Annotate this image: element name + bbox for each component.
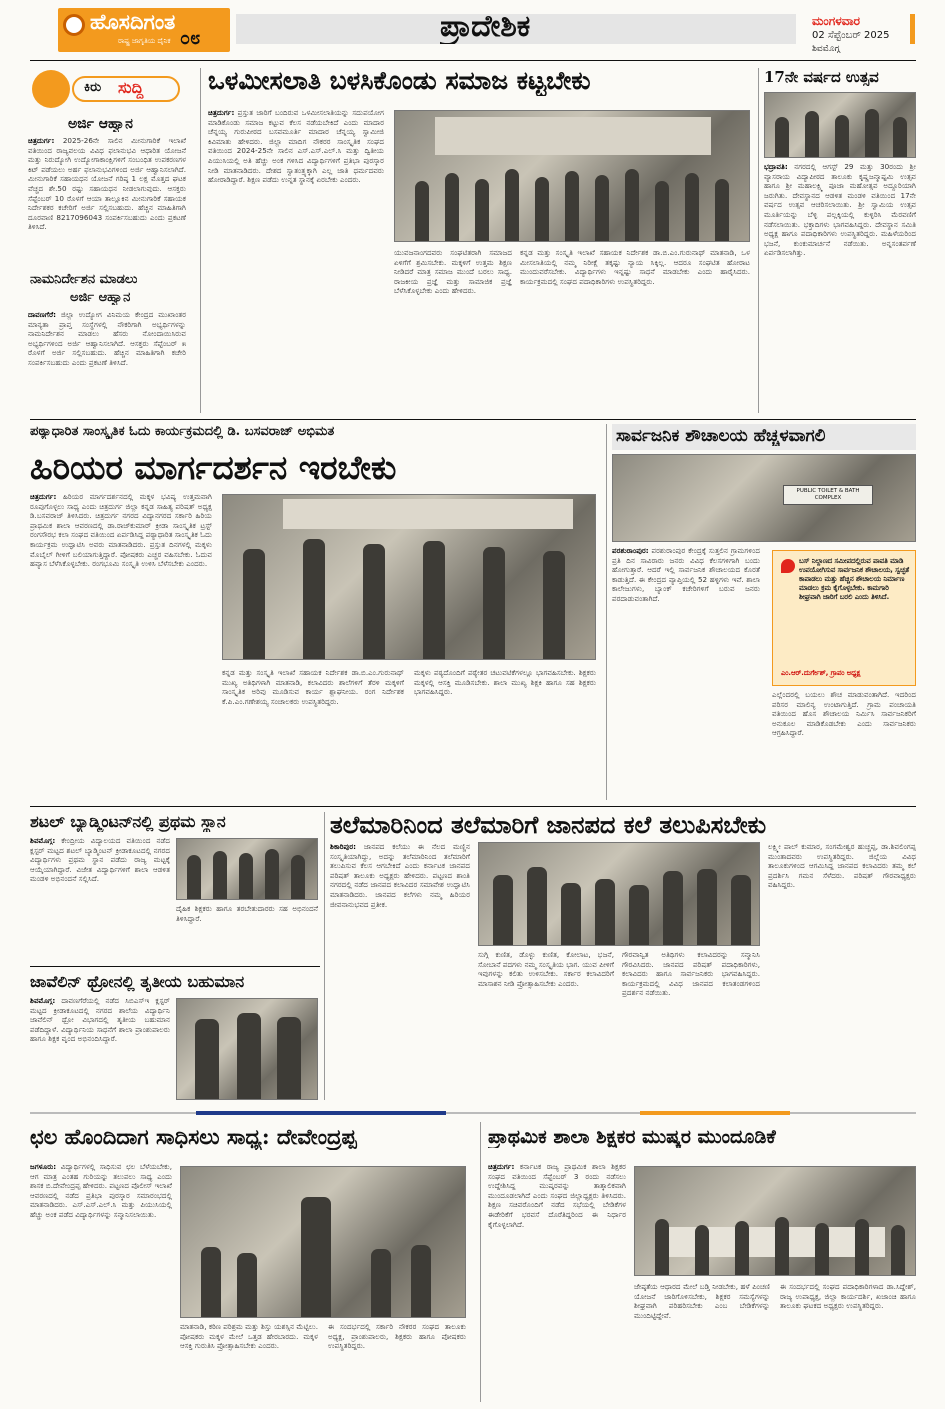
story9-col3 <box>780 1282 916 1402</box>
page-number: ೦೮ <box>180 28 201 49</box>
story3-col1-text: ಹಿರಿಯರ ಮಾರ್ಗದರ್ಶನದಲ್ಲಿ ಮಕ್ಕಳ ಭವಿಷ್ಯ ಉತ್ತಮವಾಗಿ ರೂಪುಗೊಳ್ಳಲು ಸಾಧ್ಯ ಎಂದು ಚಿತ್ರದುರ್ಗ ಜಿಲ್ಲಾ ಕನ್ನಡ ಸಾಹಿತ್ಯ ಪರಿಷತ್ ಅಧ್ಯಕ್ಷ ಡಿ.ಬಸವರಾಜ್ ತಿಳಿಸಿದರು. ಚಿತ್ರದುರ್ಗ ನಗರದ ವಿದ್ಯಾನಗರದ ಸರ್ಕಾರಿ ಹಿರಿಯ ಪ್ರಾಥಮಿಕ ಶಾಲಾ ಆವರಣದಲ್ಲಿ ಡಾ.ರಾಜ್‍ಕುಮಾರ್ ಕ್ರೀಡಾ ಸಾಂಸ್ಕೃತಿಕ ಟ್ರಸ್ಟ್ ರಂಗಸೌರಭ ಕಲಾ ಸಂಘದ ವತಿಯಿಂದ ಏರ್ಪಡಿಸಿದ್ದ ಪಠ್ಯಾಧಾರಿತ ಸಾಂಸ್ಕೃತಿಕ ಓದು ಕಾರ್ಯಕ್ರಮ ಉದ್ಘಾಟಿಸಿ ಅವರು ಮಾತನಾಡಿದರು. ಪ್ರಸ್ತುತ ದಿನಗಳಲ್ಲಿ ಮಕ್ಕಳು ಮೊಬೈಲ್ ಗೀಳಿಗೆ ಬಲಿಯಾಗುತ್ತಿದ್ದಾರೆ. ಪೋಷಕರು ಎಚ್ಚರ ವಹಿಸಬೇಕು. ಓದುವ ಹವ್ಯಾಸ ಬೆಳೆಸಿಕೊಳ್ಳಬೇಕು. ರಂಗಭೂಮಿ ಸಂಸ್ಕೃತಿ ಉಳಿಸಿ ಬೆಳೆಸಬೇಕು ಎಂದರು. <box>30 492 212 569</box>
rule-row1 <box>30 419 916 420</box>
story9-col2-text: ಜೇಷ್ಠತೆಯ ಆಧಾರದ ಮೇಲೆ ಬಡ್ತಿ ನೀಡಬೇಕು, ಹಳೆ ಪಿಂಚಣಿ ಯೋಜನೆ ಜಾರಿಗೊಳಿಸಬೇಕು, ಶಿಕ್ಷಕರ ಸಮಸ್ಯೆಗಳನ್ನು ಶೀಘ್ರವಾಗಿ ಪರಿಹರಿಸಬೇಕು ಎಂಬ ಬೇಡಿಕೆಗಳನ್ನು ಮುಂದಿಟ್ಟಿದ್ದೇವೆ. <box>634 1282 770 1320</box>
divider-strip-orange <box>640 1111 790 1115</box>
story9-headline: ಪ್ರಾಥಮಿಕ ಶಾಲಾ ಶಿಕ್ಷಕರ ಮುಷ್ಕರ ಮುಂದೂಡಿಕೆ <box>488 1126 776 1148</box>
story7-col4 <box>768 842 916 1100</box>
brief1-place: ಚಿತ್ರದುರ್ಗ: <box>28 136 55 145</box>
story7-col2-text: ಸುಗ್ಗಿ ಕುಣಿತ, ಡೊಳ್ಳು ಕುಣಿತ, ಕೋಲಾಟ, ಭಜನೆ, ಸೋಬಾನೆ ಪದಗಳು ನಮ್ಮ ಸಂಸ್ಕೃತಿಯ ಭಾಗ. ಯುವ ಪೀಳಿಗೆ ಇವುಗಳನ್ನು ಕಲಿತು ಉಳಿಸಬೇಕು. ಸರ್ಕಾರ ಕಲಾವಿದರಿಗೆ ಮಾಸಾಶನ ನೀಡಿ ಪ್ರೋತ್ಸಾಹಿಸಬೇಕು ಎಂದರು. <box>478 950 614 988</box>
story9-photo <box>634 1166 916 1276</box>
story9-col1-text: ಕರ್ನಾಟಕ ರಾಜ್ಯ ಪ್ರಾಥಮಿಕ ಶಾಲಾ ಶಿಕ್ಷಕರ ಸಂಘದ ವತಿಯಿಂದ ಸೆಪ್ಟೆಂಬರ್ 3 ರಂದು ನಡೆಸಲು ಉದ್ದೇಶಿಸಿದ್ದ ಮುಷ್ಕರವನ್ನು ತಾತ್ಕಾಲಿಕವಾಗಿ ಮುಂದೂಡಲಾಗಿದೆ ಎಂದು ಸಂಘದ ಜಿಲ್ಲಾಧ್ಯಕ್ಷರು ತಿಳಿಸಿದರು. ಶಿಕ್ಷಣ ಸಚಿವರೊಂದಿಗೆ ನಡೆದ ಸಭೆಯಲ್ಲಿ ಬೇಡಿಕೆಗಳ ಈಡೇರಿಕೆಗೆ ಭರವಸೆ ದೊರೆತಿದ್ದರಿಂದ ಈ ನಿರ್ಧಾರ ಕೈಗೊಳ್ಳಲಾಗಿದೆ. <box>488 1162 626 1229</box>
story8-col3-text: ಈ ಸಂದರ್ಭದಲ್ಲಿ ಸರ್ಕಾರಿ ನೌಕರರ ಸಂಘದ ತಾಲೂಕು ಅಧ್ಯಕ್ಷ, ಪ್ರಾಂಶುಪಾಲರು, ಶಿಕ್ಷಕರು ಹಾಗೂ ಪೋಷಕರು ಉಪಸ್ಥಿತರಿದ್ದರು. <box>328 1322 466 1351</box>
story3-photo <box>222 494 596 660</box>
story3-col3-text: ಮಕ್ಕಳು ಪಠ್ಯದೊಂದಿಗೆ ಪಠ್ಯೇತರ ಚಟುವಟಿಕೆಗಳಲ್ಲೂ ಭಾಗವಹಿಸಬೇಕು. ಶಿಕ್ಷಕರು ಮಕ್ಕಳಲ್ಲಿ ಆಸಕ್ತಿ ಮೂಡಿಸಬೇಕು. ಶಾಲಾ ಮುಖ್ಯ ಶಿಕ್ಷಕಿ ಹಾಗೂ ಸಹ ಶಿಕ್ಷಕರು ಭಾಗವಹಿಸಿದ್ದರು. <box>414 668 596 697</box>
logo-emblem-icon <box>63 14 85 36</box>
story4-col3 <box>772 690 916 800</box>
date-day: ಮಂಗಳವಾರ <box>812 14 861 28</box>
story7-photo <box>478 842 760 946</box>
story2-body <box>764 162 916 412</box>
rule-row2 <box>30 806 916 807</box>
story8-col2-text: ಮಾತನಾಡಿ, ಕಠಿಣ ಪರಿಶ್ರಮ ಮತ್ತು ಶಿಸ್ತು ಯಶಸ್ಸಿನ ಮೆಟ್ಟಿಲು. ಪೋಷಕರು ಮಕ್ಕಳ ಮೇಲೆ ಒತ್ತಡ ಹೇರಬಾರದು. ಮಕ್ಕಳ ಆಸಕ್ತಿ ಗುರುತಿಸಿ ಪ್ರೋತ್ಸಾಹಿಸಬೇಕು ಎಂದರು. <box>180 1322 318 1351</box>
story8-place: ಜಗಳೂರು: <box>30 1162 57 1171</box>
story1-col1-text: ಪ್ರಸ್ತುತ ಜಾರಿಗೆ ಬಂದಿರುವ ಒಳಮೀಸಲಾತಿಯನ್ನು ಸದುಪಯೋಗ ಮಾಡಿಕೊಂಡು ಸಮಾಜ ಕಟ್ಟುವ ಕೆಲಸ ನಡೆಯಬೇಕಿದೆ ಎಂದು ಮಾದಾರ ಚೆನ್ನಯ್ಯ ಗುರುಪೀಠದ ಬಸವಮೂರ್ತಿ ಮಾದಾರ ಚೆನ್ನಯ್ಯ ಸ್ವಾಮೀಜಿ ಕಿವಿಮಾತು ಹೇಳಿದರು. ಜಿಲ್ಲಾ ಮಾದಿಗ ನೌಕರರ ಸಾಂಸ್ಕೃತಿಕ ಸಂಘದ ವತಿಯಿಂದ 2024-25ನೇ ಸಾಲಿನ ಎಸ್.ಎಸ್.ಎಲ್.ಸಿ ಮತ್ತು ದ್ವಿತೀಯ ಪಿಯುಸಿಯಲ್ಲಿ ಅತಿ ಹೆಚ್ಚು ಅಂಕ ಗಳಿಸಿದ ವಿದ್ಯಾರ್ಥಿಗಳಿಗೆ ಪ್ರತಿಭಾ ಪುರಸ್ಕಾರ ನೀಡಿ ಮಾತನಾಡಿದರು. ದೇಶದ ಸ್ವಾತಂತ್ರ್ಯಕ್ಕಾಗಿ ಎಲ್ಲ ಜಾತಿ ಧರ್ಮದವರು ಹೋರಾಡಿದ್ದಾರೆ. ಶಿಕ್ಷಣ ಪಡೆದು ಉನ್ನತ ಸ್ಥಾನಕ್ಕೆ ಏರಬೇಕು ಎಂದರು. <box>208 108 384 185</box>
story3-col3 <box>414 668 596 800</box>
story2-place: ಭದ್ರಾವತಿ: <box>764 162 788 171</box>
story8-photo <box>180 1166 466 1318</box>
kiru-suddi-column <box>28 68 192 413</box>
story4-quote-box <box>772 550 916 686</box>
story4-quote: ಬಸ್ ನಿಲ್ದಾಣದ ಸಮೀಪದಲ್ಲಿರುವ ಪಾವತಿ ಮಾಡಿ ಉಪಯೋಗಿಸುವ ಸಾರ್ವಜನಿಕ ಶೌಚಾಲಯ, ಸ್ವಚ್ಛತೆ ಕಾಪಾಡಲು ಮತ್ತು ಹೆಚ್ಚಿನ ಶೌಚಾಲಯ ನಿರ್ಮಾಣ ಮಾಡಲು ಕ್ರಮ ಕೈಗೊಳ್ಳಬೇಕು. ಕಾಮಗಾರಿ ಶೀಘ್ರವಾಗಿ ಜಾರಿಗೆ ಬರಲಿ ಎಂದು ತಿಳಿಸಿದೆ. <box>799 557 910 601</box>
story8-col3 <box>328 1322 466 1402</box>
story3-headline: ಹಿರಿಯರ ಮಾರ್ಗದರ್ಶನ ಇರಬೇಕು <box>30 448 397 487</box>
suddi-label: ಸುದ್ದಿ <box>118 78 144 97</box>
story7-col1 <box>330 842 470 1100</box>
story1-photo <box>394 110 750 242</box>
brief2-place: ದಾವಣಗೆರೆ: <box>28 310 57 319</box>
brief2-title-line1: ನಾಮನಿರ್ದೇಶನ ಮಾಡಲು <box>30 272 138 287</box>
brief2-body <box>28 310 186 406</box>
story8-col1 <box>30 1162 172 1402</box>
story4-col3-text: ಎಲ್ಲೆಂದರಲ್ಲಿ ಬಯಲು ಶೌಚ ಮಾಡುವಂತಾಗಿದೆ. ಇದರಿಂದ ಪರಿಸರ ಮಾಲಿನ್ಯ ಉಂಟಾಗುತ್ತಿದೆ. ಗ್ರಾಮ ಪಂಚಾಯತಿ ವತಿಯಿಂದ ಹೊಸ ಶೌಚಾಲಯ ನಿರ್ಮಿಸಿ ಸಾರ್ವಜನಿಕರಿಗೆ ಅನುಕೂಲ ಮಾಡಿಕೊಡಬೇಕು ಎಂದು ಸಾರ್ವಜನಿಕರು ಆಗ್ರಹಿಸಿದ್ದಾರೆ. <box>772 690 916 738</box>
story9-col1 <box>488 1162 626 1402</box>
quote-icon <box>781 559 795 573</box>
divider-strip-blue <box>196 1111 446 1115</box>
story4-place: ಪರಶುರಾಂಪುರ: <box>612 546 649 555</box>
date-full: 02 ಸೆಪ್ಟೆಂಬರ್ 2025 <box>812 30 890 41</box>
story7-headline: ತಲೆಮಾರಿನಿಂದ ತಲೆಮಾರಿಗೆ ಜಾನಪದ ಕಲೆ ತಲುಪಿಸಬೇಕು <box>330 810 767 839</box>
masthead <box>0 0 945 56</box>
divider-v5 <box>480 1122 481 1402</box>
edition: ಶಿವಮೊಗ್ಗ <box>812 44 840 54</box>
story4-quote-author: ಎಂ.ಆರ್.ದುರ್ಗೇಶ್, ಗ್ರಾಪಂ ಅಧ್ಯಕ್ಷ <box>781 669 861 677</box>
story4-col1-text: ಪರಶುರಾಂಪುರ ಕೇಂದ್ರಕ್ಕೆ ಸುತ್ತಲಿನ ಗ್ರಾಮಗಳಿಂದ ಪ್ರತಿ ದಿನ ಸಾವಿರಾರು ಜನರು ವಿವಿಧ ಕೆಲಸಗಳಿಗಾಗಿ ಬಂದು ಹೋಗುತ್ತಾರೆ. ಆದರೆ ಇಲ್ಲಿ ಸಾರ್ವಜನಿಕ ಶೌಚಾಲಯದ ಕೊರತೆ ಕಾಡುತ್ತಿದೆ. ಈ ಕೇಂದ್ರದ ವ್ಯಾಪ್ತಿಯಲ್ಲಿ 52 ಹಳ್ಳಿಗಳು ಇವೆ. ಶಾಲಾ ಕಾಲೇಜುಗಳು, ಬ್ಯಾಂಕ್ ಕಚೇರಿಗಳಿಗೆ ಬರುವ ಜನರು ಪರದಾಡುವಂತಾಗಿದೆ. <box>612 546 760 603</box>
story3-kicker: ಪಠ್ಯಾಧಾರಿತ ಸಾಂಸ್ಕೃತಿಕ ಓದು ಕಾರ್ಯಕ್ರಮದಲ್ಲಿ ಡಿ. ಬಸವರಾಜ್ ಅಭಿಮತ <box>30 424 335 439</box>
story6-headline: ಜಾವೆಲಿನ್ ಥ್ರೋನಲ್ಲಿ ತೃತೀಯ ಬಹುಮಾನ <box>30 972 245 991</box>
story5-place: ಶಿವಮೊಗ್ಗ: <box>30 836 56 845</box>
toilet-sign <box>783 485 873 505</box>
story6-photo <box>176 998 318 1100</box>
story2-text: ನಗರದಲ್ಲಿ ಆಗಸ್ಟ್ 29 ಮತ್ತು 30ರಂದು ಶ್ರೀ ವ್ಯಾಸರಾಯ ವಿದ್ಯಾಪೀಠದ ತಾಲೂಕು ಕೃಷ್ಣಜನ್ಮಾಷ್ಟಮಿ ಉತ್ಸವ ಹಾಗೂ ಶ್ರೀ ಮಹಾಲಕ್ಷ್ಮಿ ಪೂಜಾ ಮಹೋತ್ಸವ ಅದ್ದೂರಿಯಾಗಿ ಜರುಗಿತು. ದೇವಸ್ಥಾನದ ಆಡಳಿತ ಮಂಡಳಿ ವತಿಯಿಂದ 17ನೇ ವರ್ಷದ ಉತ್ಸವ ಆಚರಿಸಲಾಯಿತು. ಶ್ರೀ ಸ್ವಾಮಿಯ ಉತ್ಸವ ಮೂರ್ತಿಯನ್ನು ಬೆಳ್ಳಿ ಪಲ್ಲಕ್ಕಿಯಲ್ಲಿ ಕುಳ್ಳಿರಿಸಿ ಮೆರವಣಿಗೆ ನಡೆಸಲಾಯಿತು. ಭಕ್ತಾದಿಗಳು ಭಾಗವಹಿಸಿದ್ದರು. ದೇವಸ್ಥಾನ ಸಮಿತಿ ಅಧ್ಯಕ್ಷ ಹಾಗೂ ಪದಾಧಿಕಾರಿಗಳು ಉಪಸ್ಥಿತರಿದ್ದರು. ಮಹಿಳೆಯರಿಂದ ಭಜನೆ, ಕುಂಕುಮಾರ್ಚನೆ ನಡೆಯಿತು. ಅನ್ನಸಂತರ್ಪಣೆ ಏರ್ಪಡಿಸಲಾಗಿತ್ತು. <box>764 162 916 258</box>
story4-headline: ಸಾರ್ವಜನಿಕ ಶೌಚಾಲಯ ಹೆಚ್ಚಳವಾಗಲಿ <box>616 426 826 446</box>
story2-photo <box>764 92 916 158</box>
story4-photo <box>612 454 916 542</box>
story8-headline: ಛಲ ಹೊಂದಿದಾಗ ಸಾಧಿಸಲು ಸಾಧ್ಯ: ದೇವೇಂದ್ರಪ್ಪ <box>30 1124 357 1149</box>
story1-col2 <box>394 248 512 413</box>
story3-place: ಚಿತ್ರದುರ್ಗ: <box>30 492 57 501</box>
masthead-rule <box>30 60 916 61</box>
section-title: ಪ್ರಾದೇಶಿಕ <box>440 9 531 44</box>
story3-col2-text: ಕನ್ನಡ ಮತ್ತು ಸಂಸ್ಕೃತಿ ಇಲಾಖೆ ಸಹಾಯಕ ನಿರ್ದೇಶಕ ಡಾ.ಬಿ.ಎಂ.ಗುರುನಾಥ್ ಮುಖ್ಯ ಅತಿಥಿಗಳಾಗಿ ಮಾತನಾಡಿ, ಕಲಾವಿದರು ಶಾಲೆಗಳಿಗೆ ತೆರಳಿ ಮಕ್ಕಳಿಗೆ ಸಾಂಸ್ಕೃತಿಕ ಅರಿವು ಮೂಡಿಸುವ ಕಾರ್ಯ ಶ್ಲಾಘನೀಯ. ರಂಗ ನಿರ್ದೇಶಕ ಕೆ.ಪಿ.ಎಂ.ಗಣೇಶಯ್ಯ ಸಂಚಾಲಕರು ಉಪಸ್ಥಿತರಿದ್ದರು. <box>222 668 404 706</box>
toilet-sign-text: PUBLIC TOILET & BATH COMPLEX <box>796 488 860 501</box>
story5-body <box>30 836 170 960</box>
story7-col3-text: ಗೌರವಾನ್ವಿತ ಅತಿಥಿಗಳು ಕಲಾವಿದರನ್ನು ಸನ್ಮಾನಿಸಿ ಗೌರವಿಸಿದರು. ಜಾನಪದ ಪರಿಷತ್ ಪದಾಧಿಕಾರಿಗಳು, ಕಲಾವಿದರು ಹಾಗೂ ಸಾರ್ವಜನಿಕರು ಭಾಗವಹಿಸಿದ್ದರು. ಕಾರ್ಯಕ್ರಮದಲ್ಲಿ ವಿವಿಧ ಜಾನಪದ ಕಲಾತಂಡಗಳಿಂದ ಪ್ರದರ್ಶನ ನಡೆಯಿತು. <box>622 950 760 998</box>
brief2-title-line2: ಅರ್ಜಿ ಆಹ್ವಾನ <box>70 290 131 305</box>
story1-col3 <box>520 248 750 413</box>
story2-headline: 17ನೇ ವರ್ಷದ ಉತ್ಸವ <box>764 68 879 86</box>
divider-v4 <box>324 812 325 1100</box>
story1-col2-text: ಯುವಜನಾಂಗದವರು ಸಂಘಟಿತರಾಗಿ ಸಮಾಜದ ಏಳಿಗೆಗೆ ಶ್ರಮಿಸಬೇಕು. ಮಕ್ಕಳಿಗೆ ಉತ್ತಮ ಶಿಕ್ಷಣ ನೀಡಿದರೆ ಮಾತ್ರ ಸಮಾಜ ಮುಂದೆ ಬರಲು ಸಾಧ್ಯ. ರಾಜಕೀಯ ಪ್ರಜ್ಞೆ ಮತ್ತು ಸಾಮಾಜಿಕ ಪ್ರಜ್ಞೆ ಬೆಳೆಸಿಕೊಳ್ಳಬೇಕು ಎಂದು ಹೇಳಿದರು. <box>394 248 512 296</box>
story7-col4-text: ಲಕ್ಷ್ಮೀ ಪಾಲ್ ಕುಮಾರ, ಸಂಗಮೇಶ್ವರ ಹುಚ್ಚಪ್ಪ, ಡಾ.ಶಿವಲಿಂಗಪ್ಪ ಮುಂತಾದವರು ಉಪಸ್ಥಿತರಿದ್ದರು. ಜಿಲ್ಲೆಯ ವಿವಿಧ ತಾಲೂಕುಗಳಿಂದ ಆಗಮಿಸಿದ್ದ ಜಾನಪದ ಕಲಾವಿದರು ತಮ್ಮ ಕಲೆ ಪ್ರದರ್ಶಿಸಿ ಗಮನ ಸೆಳೆದರು. ಪರಿಷತ್ ಗೌರವಾಧ್ಯಕ್ಷರು ವಹಿಸಿದ್ದರು. <box>768 842 916 890</box>
kiru-suddi-banner <box>28 68 188 110</box>
brief1-text: 2025-26ನೇ ಸಾಲಿನ ಮೀನುಗಾರಿಕೆ ಇಲಾಖೆ ವತಿಯಿಂದ ರಾಜ್ಯವಲಯ ವಿವಿಧ ಫಲಾನುಭವಿ ಆಧಾರಿತ ಯೋಜನೆ ಮತ್ತು ನಿರುದ್ಯೋಗಿ ಉದ್ಯೋಗಾಕಾಂಕ್ಷಿಗಳಿಗೆ ಸಂಬಂಧಿತ ಉಪಕರಣಗಳ ಕಿಟ್ ಪಡೆಯಲು ಅರ್ಹ ಫಲಾನುಭವಿಗಳಿಂದ ಅರ್ಜಿ ಆಹ್ವಾನಿಸಲಾಗಿದೆ. ಮೀನುಗಾರಿಕೆ ಸಹಾಯಧನ ಯೋಜನೆ ಗರಿಷ್ಠ 1 ಲಕ್ಷ ಮೊತ್ತದ ಘಟಕ ವೆಚ್ಚದ ಶೇ.50 ರಷ್ಟು ಸಹಾಯಧನ ನೀಡಲಾಗುವುದು. ಆಸಕ್ತರು ಸೆಪ್ಟೆಂಬರ್ 10 ರೊಳಗೆ ಆಯಾ ತಾಲ್ಲೂಕಿನ ಮೀನುಗಾರಿಕೆ ಸಹಾಯಕ ನಿರ್ದೇಶಕರ ಕಚೇರಿಗೆ ಅರ್ಜಿ ಸಲ್ಲಿಸಬಹುದು. ಹೆಚ್ಚಿನ ಮಾಹಿತಿಗಾಗಿ ದೂರವಾಣಿ 8217096043 ಸಂಪರ್ಕಿಸಬಹುದು ಎಂದು ಪ್ರಕಟಣೆ ತಿಳಿಸಿದೆ. <box>28 136 186 232</box>
story5-text2: ದೈಹಿಕ ಶಿಕ್ಷಕರು ಹಾಗೂ ತರಬೇತುದಾರರು ಸಹ ಅಭಿನಂದನೆ ತಿಳಿಸಿದ್ದಾರೆ. <box>176 904 318 923</box>
story5-text: ಕೇಂದ್ರೀಯ ವಿದ್ಯಾಲಯದ ವತಿಯಿಂದ ನಡೆದ ಕ್ಲಸ್ಟರ್ ಮಟ್ಟದ ಶಟಲ್ ಬ್ಯಾಡ್ಮಿಂಟನ್ ಕ್ರೀಡಾಕೂಟದಲ್ಲಿ ನಗರದ ವಿದ್ಯಾರ್ಥಿಗಳು ಪ್ರಥಮ ಸ್ಥಾನ ಪಡೆದು ರಾಜ್ಯ ಮಟ್ಟಕ್ಕೆ ಆಯ್ಕೆಯಾಗಿದ್ದಾರೆ. ವಿಜೇತ ವಿದ್ಯಾರ್ಥಿಗಳಿಗೆ ಶಾಲಾ ಆಡಳಿತ ಮಂಡಳಿ ಅಭಿನಂದನೆ ಸಲ್ಲಿಸಿದೆ. <box>30 836 170 884</box>
story3-col1 <box>30 492 212 800</box>
story5-body2 <box>176 904 318 960</box>
divider-v2 <box>758 68 759 413</box>
hand-icon <box>32 70 70 108</box>
story7-col3 <box>622 950 760 1100</box>
brief1-title: ಅರ್ಜಿ ಆಹ್ವಾನ <box>68 116 133 132</box>
story9-col3-text: ಈ ಸಂದರ್ಭದಲ್ಲಿ ಸಂಘದ ಪದಾಧಿಕಾರಿಗಳಾದ ಡಾ.ಸಿದ್ದೇಶ್, ರಾಜ್ಯ ಉಪಾಧ್ಯಕ್ಷ, ಜಿಲ್ಲಾ ಕಾರ್ಯದರ್ಶಿ, ಖಜಾಂಚಿ ಹಾಗೂ ತಾಲೂಕು ಘಟಕದ ಅಧ್ಯಕ್ಷರು ಉಪಸ್ಥಿತರಿದ್ದರು. <box>780 1282 916 1311</box>
divider-v3 <box>606 424 607 800</box>
story3-col2 <box>222 668 404 800</box>
story1-place: ಚಿತ್ರದುರ್ಗ: <box>208 108 235 117</box>
masthead-bar-icon <box>910 14 915 44</box>
story1-headline: ಒಳಮೀಸಲಾತಿ ಬಳಸಿಕೊಂಡು ಸಮಾಜ ಕಟ್ಟಬೇಕು <box>208 66 591 95</box>
story6-place: ಶಿವಮೊಗ್ಗ: <box>30 996 56 1005</box>
story5-headline: ಶಟಲ್ ಬ್ಯಾಡ್ಮಿಂಟನ್‍ನಲ್ಲಿ ಪ್ರಥಮ ಸ್ಥಾನ <box>30 812 226 831</box>
story5-photo <box>176 838 318 900</box>
story3-photo-banner <box>283 499 573 529</box>
logo-box <box>58 8 230 52</box>
story7-col2 <box>478 950 614 1100</box>
story9-col2 <box>634 1282 770 1402</box>
story7-place: ಶಿಕಾರಿಪುರ: <box>330 842 357 851</box>
story4-col1 <box>612 546 760 800</box>
logo-tagline: ರಾಷ್ಟ್ರ ಜಾಗೃತಿಯ ದೈನಿಕ <box>118 37 171 45</box>
brief2-text: ಜಿಲ್ಲಾ ಉದ್ಯೋಗ ವಿನಿಮಯ ಕೇಂದ್ರದ ಮುಖಾಂತರ ಮಾನ್ಯತಾ ಪ್ರಾಪ್ತ ಸಂಸ್ಥೆಗಳಲ್ಲಿ ನೌಕರಿಗಾಗಿ ಅಭ್ಯರ್ಥಿಗಳನ್ನು ನಾಮನಿರ್ದೇಶನ ಮಾಡಲು ಹೆಸರು ನೋಂದಾಯಿಸಿರುವ ಅಭ್ಯರ್ಥಿಗಳಿಂದ ಅರ್ಜಿ ಆಹ್ವಾನಿಸಲಾಗಿದೆ. ಆಸಕ್ತರು ಸೆಪ್ಟೆಂಬರ್ ೫ ರೊಳಗೆ ಅರ್ಜಿ ಸಲ್ಲಿಸಬಹುದು. ಹೆಚ್ಚಿನ ಮಾಹಿತಿಗಾಗಿ ಕಚೇರಿ ಸಂಪರ್ಕಿಸಬಹುದು ಎಂದು ಪ್ರಕಟಣೆ ತಿಳಿಸಿದೆ. <box>28 310 186 367</box>
story7-col1-text: ಜಾನಪದ ಕಲೆಯು ಈ ನೆಲದ ಮಣ್ಣಿನ ಸಂಸ್ಕೃತಿಯಾಗಿದ್ದು, ಅದನ್ನು ತಲೆಮಾರಿನಿಂದ ತಲೆಮಾರಿಗೆ ತಲುಪಿಸುವ ಕೆಲಸ ಆಗಬೇಕಿದೆ ಎಂದು ಕರ್ನಾಟಕ ಜಾನಪದ ಪರಿಷತ್ ತಾಲೂಕು ಅಧ್ಯಕ್ಷರು ಹೇಳಿದರು. ಪಟ್ಟಣದ ಶಾಂತಿ ನಗರದಲ್ಲಿ ನಡೆದ ಜಾನಪದ ಕಲಾವಿದರ ಸಮಾವೇಶ ಉದ್ಘಾಟಿಸಿ ಮಾತನಾಡಿದರು. ಜಾನಪದ ಕಲೆಗಳು ನಮ್ಮ ಹಿರಿಯರ ಜೀವನಾನುಭವದ ಪ್ರತೀಕ. <box>330 842 470 909</box>
rule-story6 <box>30 966 320 967</box>
logo-text: ಹೊಸದಿಗಂತ <box>90 10 176 34</box>
story9-place: ಚಿತ್ರದುರ್ಗ: <box>488 1162 515 1171</box>
story6-text: ದಾವಣಗೆರೆಯಲ್ಲಿ ನಡೆದ ಸಿಬಿಎಸ್‍ಇ ಕ್ಲಸ್ಟರ್ ಮಟ್ಟದ ಕ್ರೀಡಾಕೂಟದಲ್ಲಿ ನಗರದ ಶಾಲೆಯ ವಿದ್ಯಾರ್ಥಿನಿ ಜಾವೆಲಿನ್ ಥ್ರೋ ವಿಭಾಗದಲ್ಲಿ ತೃತೀಯ ಬಹುಮಾನ ಪಡೆದಿದ್ದಾಳೆ. ವಿದ್ಯಾರ್ಥಿನಿಯ ಸಾಧನೆಗೆ ಶಾಲಾ ಪ್ರಾಂಶುಪಾಲರು ಹಾಗೂ ಶಿಕ್ಷಕ ವೃಂದ ಅಭಿನಂದಿಸಿದ್ದಾರೆ. <box>30 996 170 1044</box>
kiru-label: ಕಿರು <box>84 80 102 95</box>
brief1-body <box>28 136 186 260</box>
divider-v1 <box>200 68 201 413</box>
story1-col3-text: ಕನ್ನಡ ಮತ್ತು ಸಂಸ್ಕೃತಿ ಇಲಾಖೆ ಸಹಾಯಕ ನಿರ್ದೇಶಕ ಡಾ.ಬಿ.ಎಂ.ಗುರುನಾಥ್ ಮಾತನಾಡಿ, ಒಳ ಮೀಸಲಾತಿಯಲ್ಲಿ ನಮ್ಮ ನಿರೀಕ್ಷೆ ತಕ್ಕಷ್ಟು ನ್ಯಾಯ ಸಿಕ್ಕಿಲ್ಲ. ಆದರೂ ಸಂಘಟಿತ ಹೋರಾಟ ಮುಂದುವರೆಸಬೇಕು. ವಿದ್ಯಾರ್ಥಿಗಳು ಇನ್ನಷ್ಟು ಸಾಧನೆ ಮಾಡಬೇಕು ಎಂದು ಹಾರೈಸಿದರು. ಕಾರ್ಯಕ್ರಮದಲ್ಲಿ ಸಂಘದ ಪದಾಧಿಕಾರಿಗಳು ಉಪಸ್ಥಿತರಿದ್ದರು. <box>520 248 750 286</box>
story8-col1-text: ವಿದ್ಯಾರ್ಥಿಗಳಲ್ಲಿ ಸಾಧಿಸುವ ಛಲ ಬೆಳೆಯಬೇಕು, ಆಗ ಮಾತ್ರ ಎಂತಹ ಗುರಿಯನ್ನು ತಲುಪಲು ಸಾಧ್ಯ ಎಂದು ಶಾಸಕ ಬಿ.ದೇವೇಂದ್ರಪ್ಪ ಹೇಳಿದರು. ಪಟ್ಟಣದ ಪೊಲೀಸ್ ಇಲಾಖೆ ಆವರಣದಲ್ಲಿ ನಡೆದ ಪ್ರತಿಭಾ ಪುರಸ್ಕಾರ ಸಮಾರಂಭದಲ್ಲಿ ಮಾತನಾಡಿದರು. ಎಸ್.ಎಸ್.ಎಲ್.ಸಿ ಮತ್ತು ಪಿಯುಸಿಯಲ್ಲಿ ಹೆಚ್ಚು ಅಂಕ ಪಡೆದ ವಿದ್ಯಾರ್ಥಿಗಳನ್ನು ಸನ್ಮಾನಿಸಲಾಯಿತು. <box>30 1162 172 1219</box>
story1-photo-banner <box>435 117 711 155</box>
story6-body <box>30 996 170 1100</box>
story8-col2 <box>180 1322 318 1402</box>
story1-col1 <box>208 108 384 413</box>
